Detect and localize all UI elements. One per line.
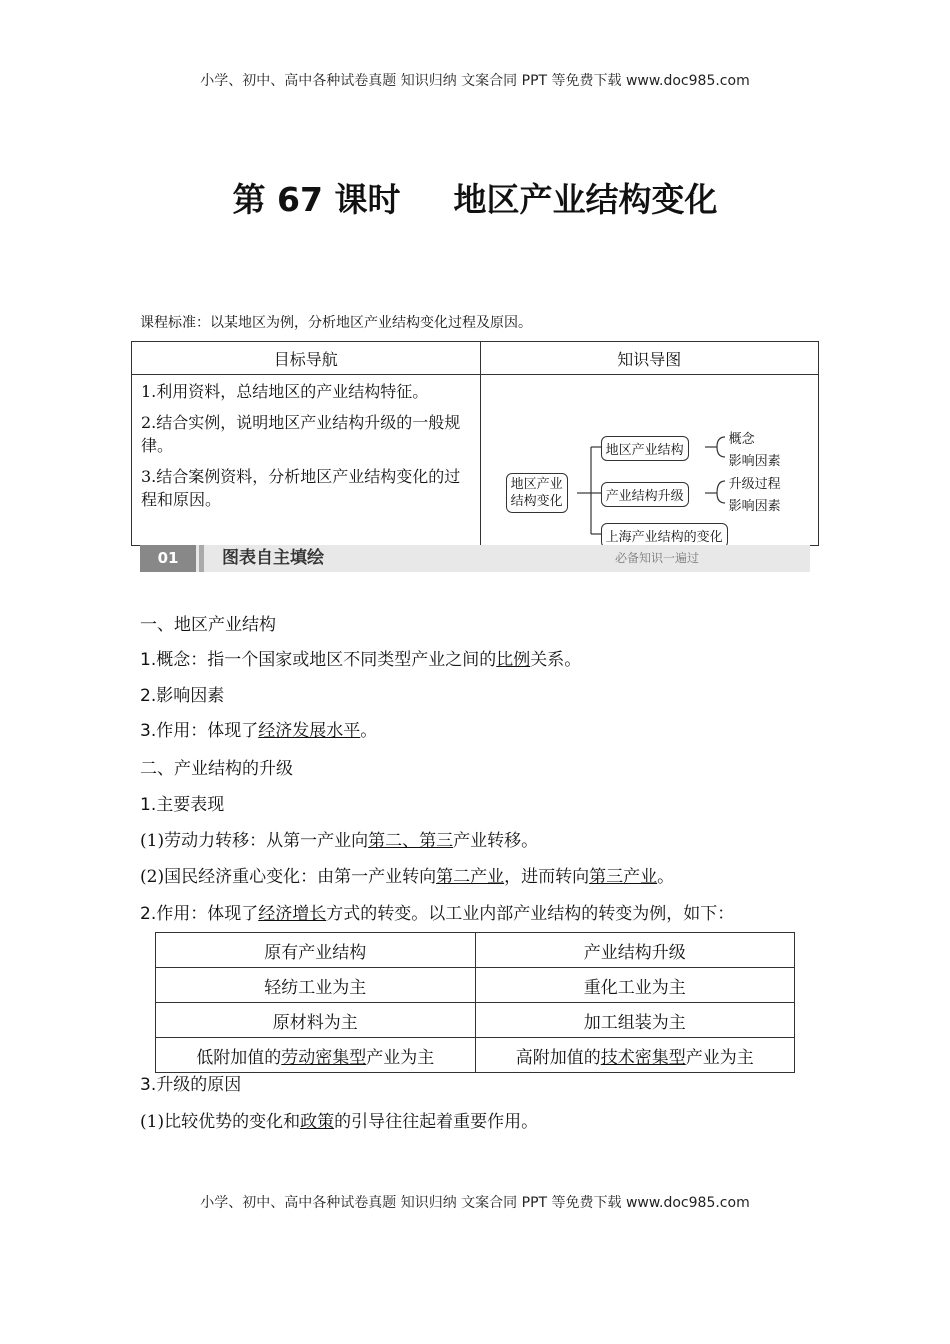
answer-blank: 技术密集型	[600, 1047, 686, 1068]
table-row	[156, 933, 795, 968]
item-text: 。	[657, 867, 675, 887]
goal-item: 3.结合案例资料，分析地区产业结构变化的过程和原因。	[141, 467, 461, 509]
table-header: 产业结构升级	[475, 933, 795, 968]
cell-text: 高附加值的	[515, 1047, 601, 1068]
reason-line	[140, 1107, 538, 1132]
map-leaf: 升级过程	[728, 477, 781, 492]
table-header: 原有产业结构	[156, 933, 476, 968]
item-text: (1)劳动力转移：从第一产业向	[140, 831, 369, 851]
map-branch-upgrade: 产业结构升级	[601, 482, 689, 507]
goal-item: 1.利用资料，总结地区的产业结构特征。	[141, 382, 429, 401]
item-text: 方式的转变。以工业内部产业结构的转变为例，如下：	[326, 904, 735, 924]
item-text: 体现了	[207, 904, 259, 924]
item-label: 2.作用：	[140, 904, 208, 924]
item-label: 3.作用：	[140, 721, 208, 741]
table-cell: 加工组装为主	[475, 1003, 795, 1038]
map-header: 知识导图	[480, 342, 818, 375]
item-text: 关系。	[530, 650, 582, 670]
concept-line	[140, 645, 581, 670]
item-text: 产业转移。	[453, 831, 539, 851]
labor-line	[140, 826, 538, 851]
role-line	[140, 899, 734, 924]
goal-item: 2.结合实例，说明地区产业结构升级的一般规律。	[141, 413, 461, 455]
factors-line: 2.影响因素	[140, 686, 225, 706]
answer-blank: 第二、第三	[368, 831, 454, 851]
cell-text: 产业为主	[685, 1047, 754, 1068]
map-root-line: 地区产业	[510, 477, 563, 492]
page-footer: 小学、初中、高中各种试卷真题 知识归纳 文案合同 PPT 等免费下载 www.doc985.com	[200, 1195, 750, 1211]
banner-subtitle: 必备知识一遍过	[615, 551, 700, 565]
table-row	[156, 968, 795, 1003]
map-branch-shanghai: 上海产业结构的变化	[601, 523, 728, 548]
lesson-topic: 地区产业结构变化	[453, 180, 718, 219]
item-text: (1)比较优势的变化和	[140, 1112, 301, 1132]
answer-blank: 第三产业	[589, 867, 658, 887]
banner-title: 图表自主填绘	[222, 548, 324, 568]
section-heading: 二、产业结构的升级	[140, 759, 293, 779]
answer-blank: 比例	[496, 650, 531, 670]
cell-text: 产业为主	[366, 1047, 435, 1068]
map-leaf: 影响因素	[728, 454, 781, 469]
goal-table	[131, 341, 819, 546]
table-cell	[475, 1038, 795, 1073]
item-text: 体现了	[207, 721, 259, 741]
table-cell: 重化工业为主	[475, 968, 795, 1003]
subheading: 1.主要表现	[140, 795, 225, 815]
table-cell: 轻纺工业为主	[156, 968, 476, 1003]
effect-line	[140, 716, 377, 741]
goal-header: 目标导航	[132, 342, 481, 375]
map-leaf: 影响因素	[728, 499, 781, 514]
answer-blank: 经济增长	[258, 904, 327, 924]
answer-blank: 政策	[300, 1112, 335, 1132]
map-root	[506, 473, 568, 513]
banner-number: 01	[140, 545, 196, 572]
banner-divider	[199, 545, 204, 572]
answer-blank: 劳动密集型	[281, 1047, 367, 1068]
map-leaf: 概念	[728, 432, 755, 447]
item-text: 的引导往往起着重要作用。	[334, 1112, 539, 1132]
section-heading: 一、地区产业结构	[140, 615, 276, 635]
map-branch-structure: 地区产业结构	[601, 436, 689, 461]
knowledge-map	[480, 375, 818, 546]
cell-text: 低附加值的	[196, 1047, 282, 1068]
item-text: 指一个国家或地区不同类型产业之间的	[207, 650, 497, 670]
answer-blank: 第二产业	[436, 867, 505, 887]
table-row	[156, 1003, 795, 1038]
page-title	[0, 174, 950, 221]
economy-line	[140, 862, 674, 887]
lesson-number: 第 67 课时	[232, 180, 401, 219]
answer-blank: 经济发展水平	[258, 721, 361, 741]
table-cell: 原材料为主	[156, 1003, 476, 1038]
item-text: ，进而转向	[504, 867, 590, 887]
table-cell	[156, 1038, 476, 1073]
subheading: 3.升级的原因	[140, 1075, 242, 1095]
course-standard: 课程标准：以某地区为例，分析地区产业结构变化过程及原因。	[140, 315, 532, 331]
goal-list	[132, 375, 481, 546]
item-label: 1.概念：	[140, 650, 208, 670]
map-root-line: 结构变化	[510, 494, 563, 509]
item-text: 。	[360, 721, 378, 741]
page-header: 小学、初中、高中各种试卷真题 知识归纳 文案合同 PPT 等免费下载 www.doc985.com	[200, 73, 750, 89]
item-text: (2)国民经济重心变化：由第一产业转向	[140, 867, 437, 887]
table-row	[156, 1038, 795, 1073]
industry-table	[155, 932, 795, 1073]
